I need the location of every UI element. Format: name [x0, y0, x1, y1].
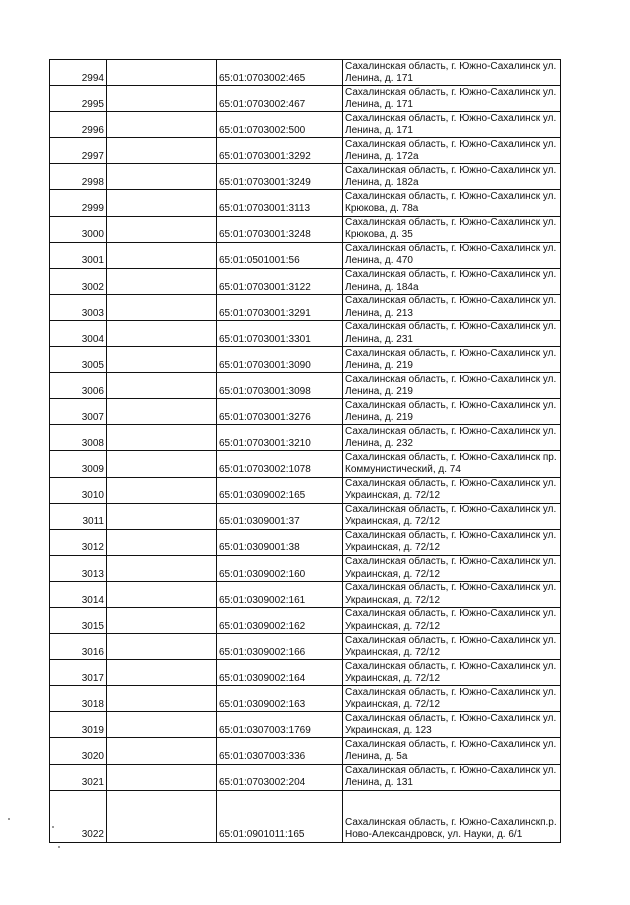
row-number: 3005 — [50, 347, 107, 373]
row-number: 3021 — [50, 764, 107, 790]
object-address: Сахалинская область, г. Южно-Сахалинск ул. Украинская, д. 72/12 — [343, 634, 561, 660]
row-number: 3012 — [50, 529, 107, 555]
empty-cell — [107, 581, 217, 607]
cadastral-number: 65:01:0703002:467 — [217, 86, 343, 112]
object-address: Сахалинская область, г. Южно-Сахалинск ул. Ленина, д. 171 — [343, 86, 561, 112]
registry-table — [49, 59, 561, 843]
cadastral-number: 65:01:0309002:161 — [217, 581, 343, 607]
object-address: Сахалинская область, г. Южно-Сахалинск ул. Крюкова, д. 35 — [343, 216, 561, 242]
empty-cell — [107, 242, 217, 268]
cadastral-number: 65:01:0703002:465 — [217, 60, 343, 86]
cadastral-number: 65:01:0703001:3301 — [217, 320, 343, 346]
table-row — [50, 660, 561, 686]
cadastral-number: 65:01:0901011:165 — [217, 790, 343, 842]
row-number: 3007 — [50, 399, 107, 425]
empty-cell — [107, 164, 217, 190]
cadastral-number: 65:01:0309002:164 — [217, 660, 343, 686]
table-row — [50, 477, 561, 503]
cadastral-number: 65:01:0703001:3291 — [217, 294, 343, 320]
table-row — [50, 164, 561, 190]
object-address: Сахалинская область, г. Южно-Сахалинск ул. Украинская, д. 72/12 — [343, 607, 561, 633]
row-number: 2998 — [50, 164, 107, 190]
empty-cell — [107, 555, 217, 581]
table-row — [50, 634, 561, 660]
cadastral-number: 65:01:0703001:3292 — [217, 138, 343, 164]
table-row — [50, 451, 561, 477]
empty-cell — [107, 373, 217, 399]
row-number: 3019 — [50, 712, 107, 738]
table-row — [50, 216, 561, 242]
table-row — [50, 373, 561, 399]
row-number: 3013 — [50, 555, 107, 581]
row-number: 3017 — [50, 660, 107, 686]
object-address: Сахалинская область, г. Южно-Сахалинск ул. Украинская, д. 72/12 — [343, 660, 561, 686]
object-address: Сахалинская область, г. Южно-Сахалинск ул. Ленина, д. 182а — [343, 164, 561, 190]
empty-cell — [107, 634, 217, 660]
row-number: 3014 — [50, 581, 107, 607]
row-number: 2996 — [50, 112, 107, 138]
empty-cell — [107, 294, 217, 320]
object-address: Сахалинская область, г. Южно-Сахалинск ул. Ленина, д. 219 — [343, 347, 561, 373]
scan-speck — [58, 846, 60, 848]
table-row — [50, 529, 561, 555]
table-row — [50, 268, 561, 294]
registry-table-body — [50, 60, 561, 843]
table-row — [50, 320, 561, 346]
empty-cell — [107, 425, 217, 451]
cadastral-number: 65:01:0309002:160 — [217, 555, 343, 581]
scan-speck — [52, 826, 54, 828]
row-number: 3016 — [50, 634, 107, 660]
row-number: 3000 — [50, 216, 107, 242]
object-address: Сахалинская область, г. Южно-Сахалинск ул. Украинская, д. 72/12 — [343, 555, 561, 581]
object-address: Сахалинская область, г. Южно-Сахалинск ул. Ленина, д. 470 — [343, 242, 561, 268]
object-address: Сахалинская область, г. Южно-Сахалинск ул. Украинская, д. 72/12 — [343, 686, 561, 712]
table-row — [50, 503, 561, 529]
object-address: Сахалинская область, г. Южно-Сахалинск ул. Украинская, д. 123 — [343, 712, 561, 738]
empty-cell — [107, 60, 217, 86]
empty-cell — [107, 477, 217, 503]
cadastral-number: 65:01:0309002:165 — [217, 477, 343, 503]
empty-cell — [107, 112, 217, 138]
table-row — [50, 138, 561, 164]
cadastral-number: 65:01:0703002:204 — [217, 764, 343, 790]
object-address: Сахалинская область, г. Южно-Сахалинск ул. Крюкова, д. 78а — [343, 190, 561, 216]
cadastral-number: 65:01:0309002:166 — [217, 634, 343, 660]
table-row — [50, 242, 561, 268]
row-number: 2999 — [50, 190, 107, 216]
row-number: 3006 — [50, 373, 107, 399]
empty-cell — [107, 216, 217, 242]
empty-cell — [107, 790, 217, 842]
table-row — [50, 347, 561, 373]
empty-cell — [107, 607, 217, 633]
cadastral-number: 65:01:0703001:3276 — [217, 399, 343, 425]
cadastral-number: 65:01:0703001:3210 — [217, 425, 343, 451]
table-row — [50, 764, 561, 790]
cadastral-number: 65:01:0703001:3249 — [217, 164, 343, 190]
object-address: Сахалинская область, г. Южно-Сахалинск пр. Коммунистический, д. 74 — [343, 451, 561, 477]
scan-speck — [8, 818, 10, 820]
row-number: 2995 — [50, 86, 107, 112]
row-number: 3004 — [50, 320, 107, 346]
table-row — [50, 607, 561, 633]
cadastral-number: 65:01:0703001:3248 — [217, 216, 343, 242]
table-row — [50, 790, 561, 842]
object-address: Сахалинская область, г. Южно-Сахалинскп.р. Ново-Александровск, ул. Науки, д. 6/1 — [343, 790, 561, 842]
table-row — [50, 686, 561, 712]
empty-cell — [107, 660, 217, 686]
table-row — [50, 555, 561, 581]
cadastral-number: 65:01:0307003:336 — [217, 738, 343, 764]
empty-cell — [107, 268, 217, 294]
empty-cell — [107, 764, 217, 790]
cadastral-number: 65:01:0703002:500 — [217, 112, 343, 138]
object-address: Сахалинская область, г. Южно-Сахалинск ул. Украинская, д. 72/12 — [343, 581, 561, 607]
empty-cell — [107, 347, 217, 373]
table-row — [50, 399, 561, 425]
table-row — [50, 60, 561, 86]
empty-cell — [107, 399, 217, 425]
empty-cell — [107, 451, 217, 477]
object-address: Сахалинская область, г. Южно-Сахалинск ул. Ленина, д. 213 — [343, 294, 561, 320]
object-address: Сахалинская область, г. Южно-Сахалинск ул. Ленина, д. 184а — [343, 268, 561, 294]
cadastral-number: 65:01:0309001:37 — [217, 503, 343, 529]
table-row — [50, 738, 561, 764]
object-address: Сахалинская область, г. Южно-Сахалинск ул. Ленина, д. 171 — [343, 112, 561, 138]
cadastral-number: 65:01:0309001:38 — [217, 529, 343, 555]
empty-cell — [107, 686, 217, 712]
empty-cell — [107, 138, 217, 164]
object-address: Сахалинская область, г. Южно-Сахалинск ул. Ленина, д. 171 — [343, 60, 561, 86]
object-address: Сахалинская область, г. Южно-Сахалинск ул. Украинская, д. 72/12 — [343, 477, 561, 503]
empty-cell — [107, 190, 217, 216]
cadastral-number: 65:01:0703002:1078 — [217, 451, 343, 477]
object-address: Сахалинская область, г. Южно-Сахалинск ул. Ленина, д. 219 — [343, 373, 561, 399]
empty-cell — [107, 86, 217, 112]
cadastral-number: 65:01:0703001:3122 — [217, 268, 343, 294]
table-row — [50, 190, 561, 216]
table-row — [50, 581, 561, 607]
row-number: 3018 — [50, 686, 107, 712]
object-address: Сахалинская область, г. Южно-Сахалинск ул. Украинская, д. 72/12 — [343, 503, 561, 529]
table-row — [50, 86, 561, 112]
row-number: 2997 — [50, 138, 107, 164]
cadastral-number: 65:01:0307003:1769 — [217, 712, 343, 738]
cadastral-number: 65:01:0703001:3098 — [217, 373, 343, 399]
row-number: 3022 — [50, 790, 107, 842]
row-number: 3009 — [50, 451, 107, 477]
object-address: Сахалинская область, г. Южно-Сахалинск ул. Украинская, д. 72/12 — [343, 529, 561, 555]
row-number: 3020 — [50, 738, 107, 764]
table-row — [50, 294, 561, 320]
cadastral-number: 65:01:0703001:3090 — [217, 347, 343, 373]
cadastral-number: 65:01:0501001:56 — [217, 242, 343, 268]
cadastral-number: 65:01:0309002:162 — [217, 607, 343, 633]
row-number: 3003 — [50, 294, 107, 320]
empty-cell — [107, 712, 217, 738]
cadastral-number: 65:01:0703001:3113 — [217, 190, 343, 216]
object-address: Сахалинская область, г. Южно-Сахалинск ул. Ленина, д. 232 — [343, 425, 561, 451]
object-address: Сахалинская область, г. Южно-Сахалинск ул. Ленина, д. 172а — [343, 138, 561, 164]
object-address: Сахалинская область, г. Южно-Сахалинск ул. Ленина, д. 219 — [343, 399, 561, 425]
row-number: 3015 — [50, 607, 107, 633]
table-row — [50, 112, 561, 138]
object-address: Сахалинская область, г. Южно-Сахалинск ул. Ленина, д. 131 — [343, 764, 561, 790]
table-row — [50, 712, 561, 738]
empty-cell — [107, 503, 217, 529]
row-number: 2994 — [50, 60, 107, 86]
row-number: 3002 — [50, 268, 107, 294]
empty-cell — [107, 738, 217, 764]
row-number: 3001 — [50, 242, 107, 268]
empty-cell — [107, 529, 217, 555]
object-address: Сахалинская область, г. Южно-Сахалинск ул. Ленина, д. 5а — [343, 738, 561, 764]
row-number: 3010 — [50, 477, 107, 503]
table-row — [50, 425, 561, 451]
row-number: 3008 — [50, 425, 107, 451]
row-number: 3011 — [50, 503, 107, 529]
empty-cell — [107, 320, 217, 346]
object-address: Сахалинская область, г. Южно-Сахалинск ул. Ленина, д. 231 — [343, 320, 561, 346]
cadastral-number: 65:01:0309002:163 — [217, 686, 343, 712]
